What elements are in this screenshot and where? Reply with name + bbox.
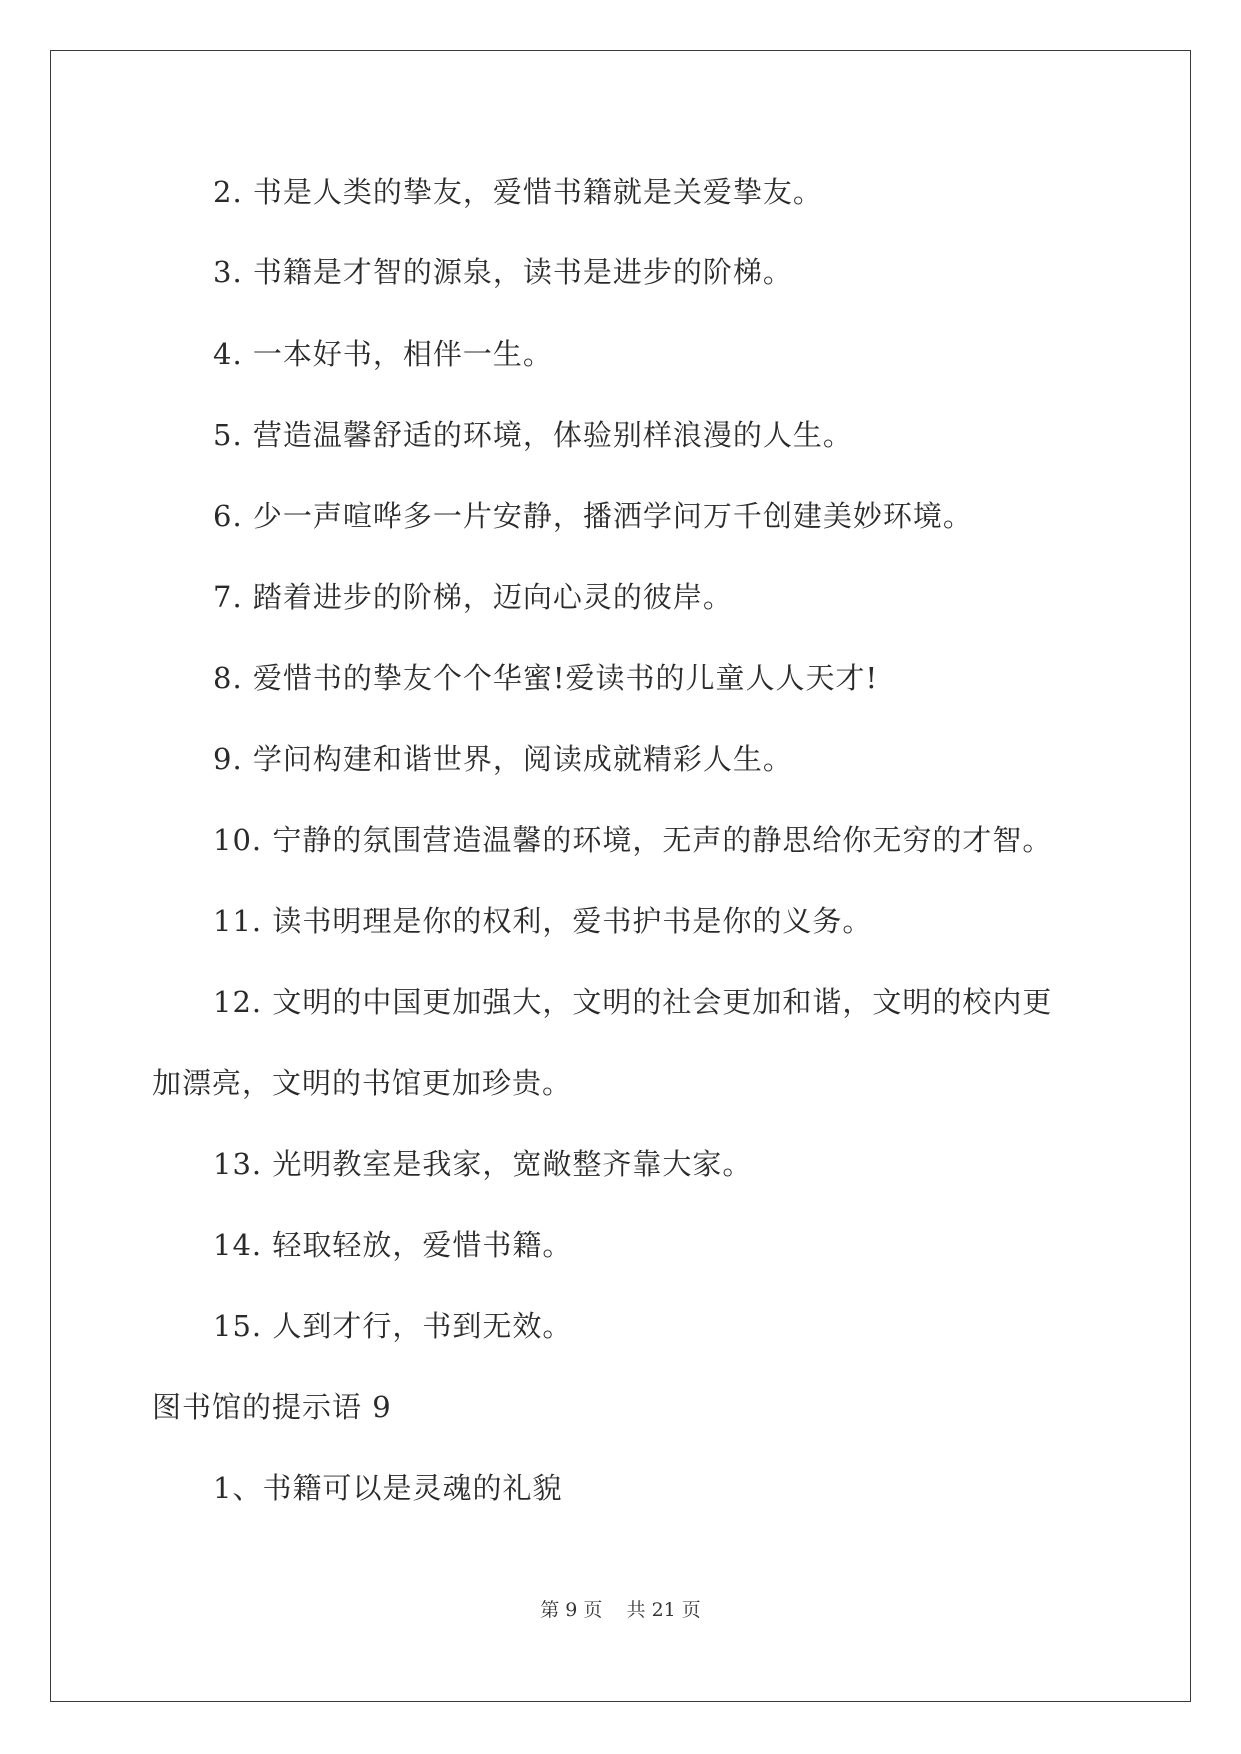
list-item: 12. 文明的中国更加强大，文明的社会更加和谐，文明的校内更 bbox=[213, 985, 1053, 1019]
list-item: 5. 营造温馨舒适的环境，体验别样浪漫的人生。 bbox=[213, 418, 853, 452]
list-item: 3. 书籍是才智的源泉，读书是进步的阶梯。 bbox=[213, 255, 793, 289]
list-item: 1、书籍可以是灵魂的礼貌 bbox=[213, 1471, 563, 1505]
list-item: 11. 读书明理是你的权利，爱书护书是你的义务。 bbox=[213, 904, 873, 938]
page-border bbox=[50, 50, 1191, 1702]
list-item: 13. 光明教室是我家，宽敞整齐靠大家。 bbox=[213, 1147, 753, 1181]
list-item: 15. 人到才行，书到无效。 bbox=[213, 1309, 573, 1343]
list-item: 4. 一本好书，相伴一生。 bbox=[213, 337, 553, 371]
list-item: 7. 踏着进步的阶梯，迈向心灵的彼岸。 bbox=[213, 580, 733, 614]
list-item: 6. 少一声喧哗多一片安静，播洒学问万千创建美妙环境。 bbox=[213, 499, 973, 533]
list-item: 8. 爱惜书的挚友个个华蜜!爱读书的儿童人人天才! bbox=[213, 661, 879, 695]
list-item: 9. 学问构建和谐世界，阅读成就精彩人生。 bbox=[213, 742, 793, 776]
page-number: 第 9 页 共 21 页 bbox=[540, 1599, 701, 1621]
list-item-continuation: 加漂亮，文明的书馆更加珍贵。 bbox=[152, 1066, 573, 1100]
section-heading: 图书馆的提示语 9 bbox=[152, 1390, 392, 1424]
list-item: 14. 轻取轻放，爱惜书籍。 bbox=[213, 1228, 573, 1262]
page-footer bbox=[0, 1598, 1241, 1622]
list-item: 10. 宁静的氛围营造温馨的环境，无声的静思给你无穷的才智。 bbox=[213, 823, 1053, 857]
list-item: 2. 书是人类的挚友，爱惜书籍就是关爱挚友。 bbox=[213, 175, 823, 209]
